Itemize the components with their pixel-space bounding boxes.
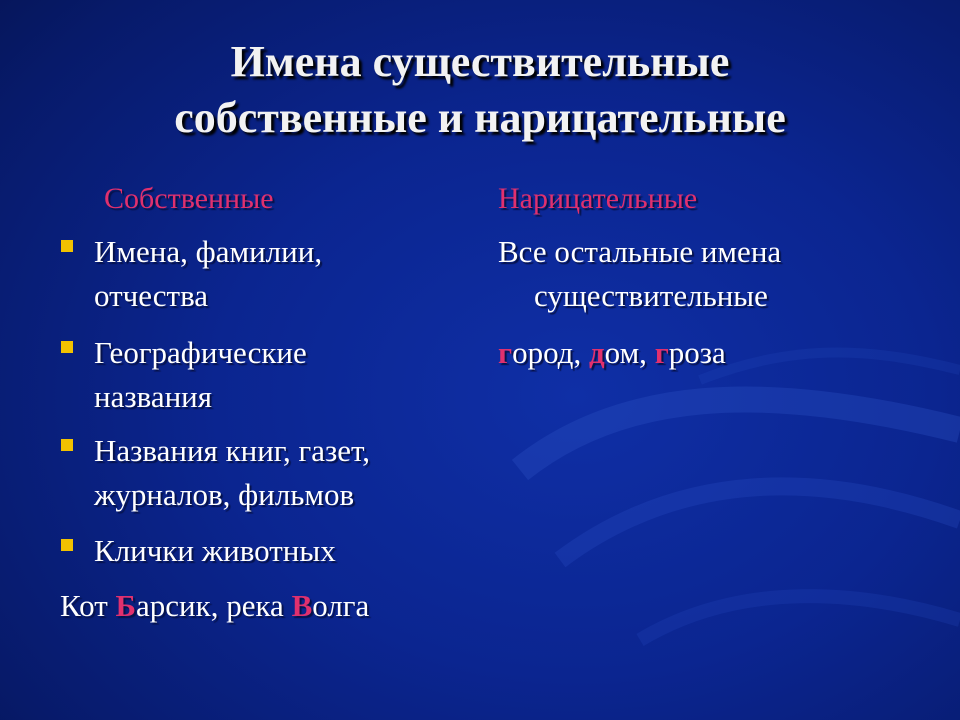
square-bullet-icon [61, 539, 73, 551]
title-line-1: Имена существительные [230, 37, 730, 86]
right-column-heading: Нарицательные [498, 182, 698, 215]
list-item-geographic: Географические названия [94, 335, 307, 414]
highlight-letter: д [588, 335, 605, 370]
slide-title [0, 34, 960, 146]
square-bullet-icon [61, 439, 73, 451]
title-line-2: собственные и нарицательные [174, 93, 786, 142]
highlight-letter: В [291, 588, 313, 623]
list-item-titles: Названия книг, газет, журналов, фильмов [94, 433, 370, 512]
left-example: Кот Барсик, река Волга [60, 588, 370, 623]
highlight-letter: Б [115, 588, 137, 623]
right-description: Все остальные имена существительные [498, 234, 782, 313]
left-column-heading: Собственные [104, 182, 274, 215]
highlight-letter: г [654, 335, 669, 370]
right-example: город, дом, гроза [498, 335, 726, 370]
square-bullet-icon [61, 341, 73, 353]
list-item-animal-names: Клички животных [94, 533, 336, 568]
list-item-names: Имена, фамилии, отчества [94, 234, 323, 313]
highlight-letter: г [498, 335, 513, 370]
square-bullet-icon [61, 240, 73, 252]
